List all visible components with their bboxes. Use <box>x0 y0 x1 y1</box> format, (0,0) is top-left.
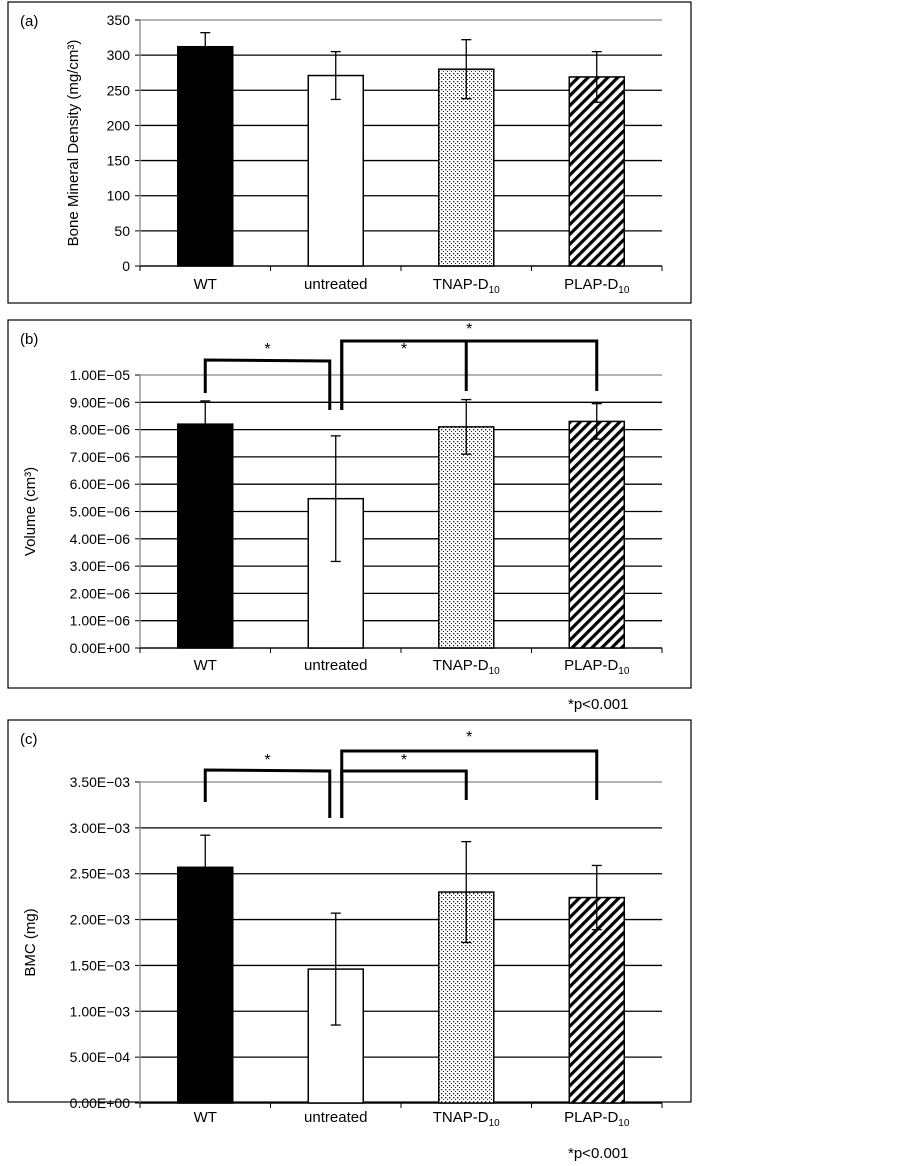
y-tick-label: 2.00E−06 <box>69 585 130 602</box>
chart-panel-b <box>8 320 691 688</box>
footnote: *p<0.001 <box>568 1145 629 1162</box>
significance-star: * <box>264 752 271 769</box>
y-tick-label: 6.00E−06 <box>69 476 130 493</box>
y-tick-label: 250 <box>106 82 130 99</box>
chart-panel-a <box>8 2 691 303</box>
category-label: PLAP-$D_{10}$ <box>564 276 630 296</box>
bar-3 <box>569 421 624 648</box>
y-tick-label: 100 <box>106 187 130 204</box>
y-tick-label: 1.00E−06 <box>69 612 130 629</box>
y-tick-label: 0.00E+00 <box>69 640 130 656</box>
significance-bracket <box>342 771 467 818</box>
y-tick-label: 5.00E−06 <box>69 503 130 520</box>
y-tick-label: 9.00E−06 <box>69 394 130 411</box>
category-label: WT <box>193 276 217 293</box>
bar-0 <box>178 47 233 266</box>
bar-3 <box>569 77 624 266</box>
panel-label: (c) <box>20 731 38 748</box>
category-label: untreated <box>304 276 368 293</box>
category-label: TNAP-$D_{10}$ <box>432 1109 500 1129</box>
y-tick-label: 2.00E−03 <box>69 911 130 928</box>
y-tick-label: 50 <box>114 222 130 239</box>
y-axis-label: Bone Mineral Density (mg/cm³) <box>65 39 82 247</box>
category-label: WT <box>193 1109 217 1126</box>
significance-bracket <box>205 770 330 818</box>
significance-star: * <box>400 341 408 358</box>
y-tick-label: 3.50E−03 <box>69 774 130 790</box>
y-tick-label: 7.00E−06 <box>69 448 130 465</box>
y-tick-label: 200 <box>106 117 130 134</box>
panel-label: (b) <box>20 331 39 348</box>
y-tick-label: 3.00E−03 <box>69 819 130 836</box>
significance-star: * <box>466 321 473 338</box>
footnote: *p<0.001 <box>568 696 629 713</box>
category-label: untreated <box>304 657 368 674</box>
y-tick-label: 350 <box>106 12 130 28</box>
significance-star: * <box>264 341 271 358</box>
significance-star: * <box>400 752 408 769</box>
bar-0 <box>178 867 233 1103</box>
y-tick-label: 1.50E−03 <box>69 957 130 974</box>
y-axis-label: BMC (mg) <box>22 908 39 977</box>
category-label: WT <box>193 657 217 674</box>
bar-1 <box>308 76 363 266</box>
chart-panel-c <box>8 720 691 1129</box>
y-tick-label: 0 <box>122 258 130 274</box>
bar-0 <box>178 424 233 648</box>
y-tick-label: 3.00E−06 <box>69 558 130 575</box>
y-tick-label: 150 <box>106 152 130 169</box>
category-label: PLAP-$D_{10}$ <box>564 657 630 677</box>
category-label: TNAP-$D_{10}$ <box>432 276 500 296</box>
significance-star: * <box>466 729 473 746</box>
category-label: TNAP-$D_{10}$ <box>432 657 500 677</box>
y-tick-label: 8.00E−06 <box>69 421 130 438</box>
y-tick-label: 4.00E−06 <box>69 530 130 547</box>
y-axis-label: Volume (cm³) <box>22 466 39 557</box>
panel-label: (a) <box>20 13 39 30</box>
y-tick-label: 5.00E−04 <box>69 1049 130 1066</box>
y-tick-label: 300 <box>106 47 130 64</box>
significance-bracket <box>342 751 597 818</box>
y-tick-label: 1.00E−03 <box>69 1003 130 1020</box>
category-label: untreated <box>304 1109 368 1126</box>
bar-2 <box>439 427 494 648</box>
y-tick-label: 0.00E+00 <box>69 1095 130 1111</box>
y-tick-label: 1.00E−05 <box>69 367 130 383</box>
category-label: PLAP-$D_{10}$ <box>564 1109 630 1129</box>
y-tick-label: 2.50E−03 <box>69 865 130 882</box>
